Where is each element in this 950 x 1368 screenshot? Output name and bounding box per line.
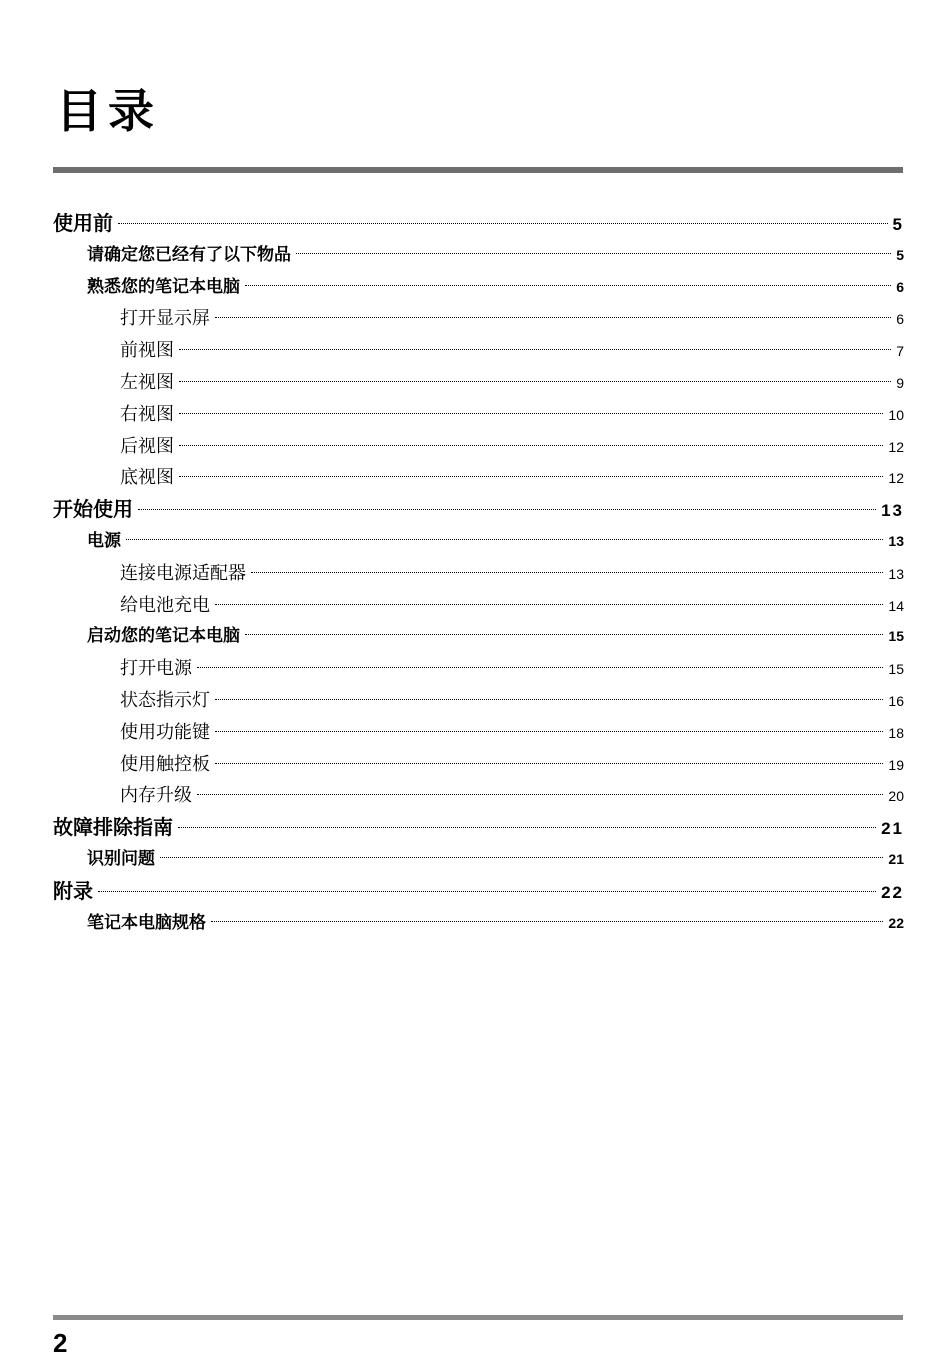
footer-divider	[53, 1315, 903, 1320]
toc-entry-page: 21	[888, 850, 904, 867]
toc-entry-label: 打开电源	[120, 658, 192, 680]
toc-entry-label: 请确定您已经有了以下物品	[87, 244, 291, 265]
dot-leader	[245, 285, 891, 286]
dot-leader	[179, 445, 883, 446]
toc-entry-page: 15	[888, 661, 904, 678]
toc-entry-page: 5	[892, 215, 904, 234]
toc-entry-page: 6	[896, 311, 904, 328]
toc-entry-page: 14	[888, 597, 904, 614]
toc-entry-page: 15	[888, 628, 904, 645]
toc-entry[interactable]	[53, 685, 904, 717]
dot-leader	[178, 827, 876, 828]
page-title: 目录	[56, 84, 160, 138]
toc-entry[interactable]	[53, 749, 904, 781]
dot-leader	[211, 921, 883, 922]
toc-entry-label: 使用前	[53, 211, 113, 235]
toc-entry-label: 附录	[53, 878, 93, 903]
toc-entry-page: 10	[888, 406, 904, 423]
page-number: 2	[53, 1328, 68, 1358]
dot-leader	[245, 634, 883, 635]
toc-entry-label: 内存升级	[120, 785, 192, 807]
toc-entry-label: 使用功能键	[120, 721, 210, 743]
toc-entry[interactable]	[53, 303, 904, 335]
toc-entry[interactable]	[53, 399, 904, 431]
toc-entry-label: 前视图	[120, 340, 174, 362]
dot-leader	[215, 604, 883, 605]
dot-leader	[251, 572, 883, 573]
toc-entry-label: 熟悉您的笔记本电脑	[87, 276, 240, 297]
toc-entry-page: 6	[896, 278, 904, 295]
toc-entry-label: 电源	[87, 530, 121, 551]
toc-entry-page: 18	[888, 724, 904, 741]
toc-entry[interactable]	[53, 717, 904, 749]
toc-entry[interactable]	[53, 494, 904, 526]
toc-entry[interactable]	[53, 208, 904, 240]
toc-entry[interactable]	[53, 590, 904, 622]
toc-entry-page: 13	[888, 532, 904, 549]
dot-leader	[126, 539, 883, 540]
dot-leader	[160, 857, 883, 858]
toc-entry-page: 22	[881, 882, 904, 902]
dot-leader	[138, 509, 876, 510]
toc-entry[interactable]	[53, 908, 904, 940]
toc-entry-label: 底视图	[120, 467, 174, 489]
dot-leader	[118, 223, 888, 224]
dot-leader	[215, 317, 891, 318]
toc-entry[interactable]	[53, 240, 904, 272]
toc-entry-label: 使用触控板	[120, 753, 210, 775]
toc-entry-label: 右视图	[120, 403, 174, 425]
dot-leader	[296, 253, 891, 254]
toc-entry-label: 笔记本电脑规格	[87, 912, 206, 933]
title-divider	[53, 167, 903, 173]
toc-entry-page: 5	[896, 246, 904, 263]
toc-entry-page: 9	[896, 374, 904, 391]
toc-entry-page: 20	[888, 788, 904, 805]
toc-entry[interactable]	[53, 335, 904, 367]
dot-leader	[197, 667, 883, 668]
toc-entry-page: 22	[888, 914, 904, 931]
toc-entry-label: 后视图	[120, 435, 174, 457]
dot-leader	[179, 476, 883, 477]
toc-entry-label: 打开显示屏	[120, 308, 210, 330]
toc-entry[interactable]	[53, 844, 904, 876]
toc-entry-page: 21	[881, 819, 904, 839]
toc-entry-label: 故障排除指南	[53, 815, 173, 840]
toc-entry[interactable]	[53, 558, 904, 590]
toc-entry[interactable]	[53, 653, 904, 685]
dot-leader	[215, 763, 883, 764]
dot-leader	[179, 413, 883, 414]
toc-entry[interactable]	[53, 780, 904, 812]
table-of-contents	[53, 208, 904, 939]
toc-entry[interactable]	[53, 272, 904, 304]
toc-entry-page: 12	[888, 438, 904, 455]
toc-entry-page: 13	[888, 565, 904, 582]
toc-entry[interactable]	[53, 876, 904, 908]
dot-leader	[215, 699, 883, 700]
toc-entry-page: 19	[888, 756, 904, 773]
dot-leader	[98, 891, 876, 892]
toc-entry-label: 识别问题	[87, 848, 155, 869]
toc-entry-label: 启动您的笔记本电脑	[87, 626, 240, 647]
toc-entry-label: 左视图	[120, 371, 174, 393]
toc-entry[interactable]	[53, 812, 904, 844]
toc-entry[interactable]	[53, 621, 904, 653]
toc-entry-page: 12	[888, 470, 904, 487]
toc-entry-label: 开始使用	[53, 497, 133, 522]
dot-leader	[179, 349, 891, 350]
toc-entry[interactable]	[53, 431, 904, 463]
toc-entry[interactable]	[53, 462, 904, 494]
dot-leader	[197, 794, 883, 795]
dot-leader	[179, 381, 891, 382]
toc-entry-label: 状态指示灯	[120, 689, 210, 711]
toc-entry-page: 7	[896, 343, 904, 360]
toc-entry[interactable]	[53, 526, 904, 558]
toc-entry-label: 连接电源适配器	[120, 562, 246, 584]
dot-leader	[215, 731, 883, 732]
toc-entry-label: 给电池充电	[120, 594, 210, 616]
toc-entry[interactable]	[53, 367, 904, 399]
toc-entry-page: 16	[888, 692, 904, 709]
toc-entry-page: 13	[881, 501, 904, 521]
